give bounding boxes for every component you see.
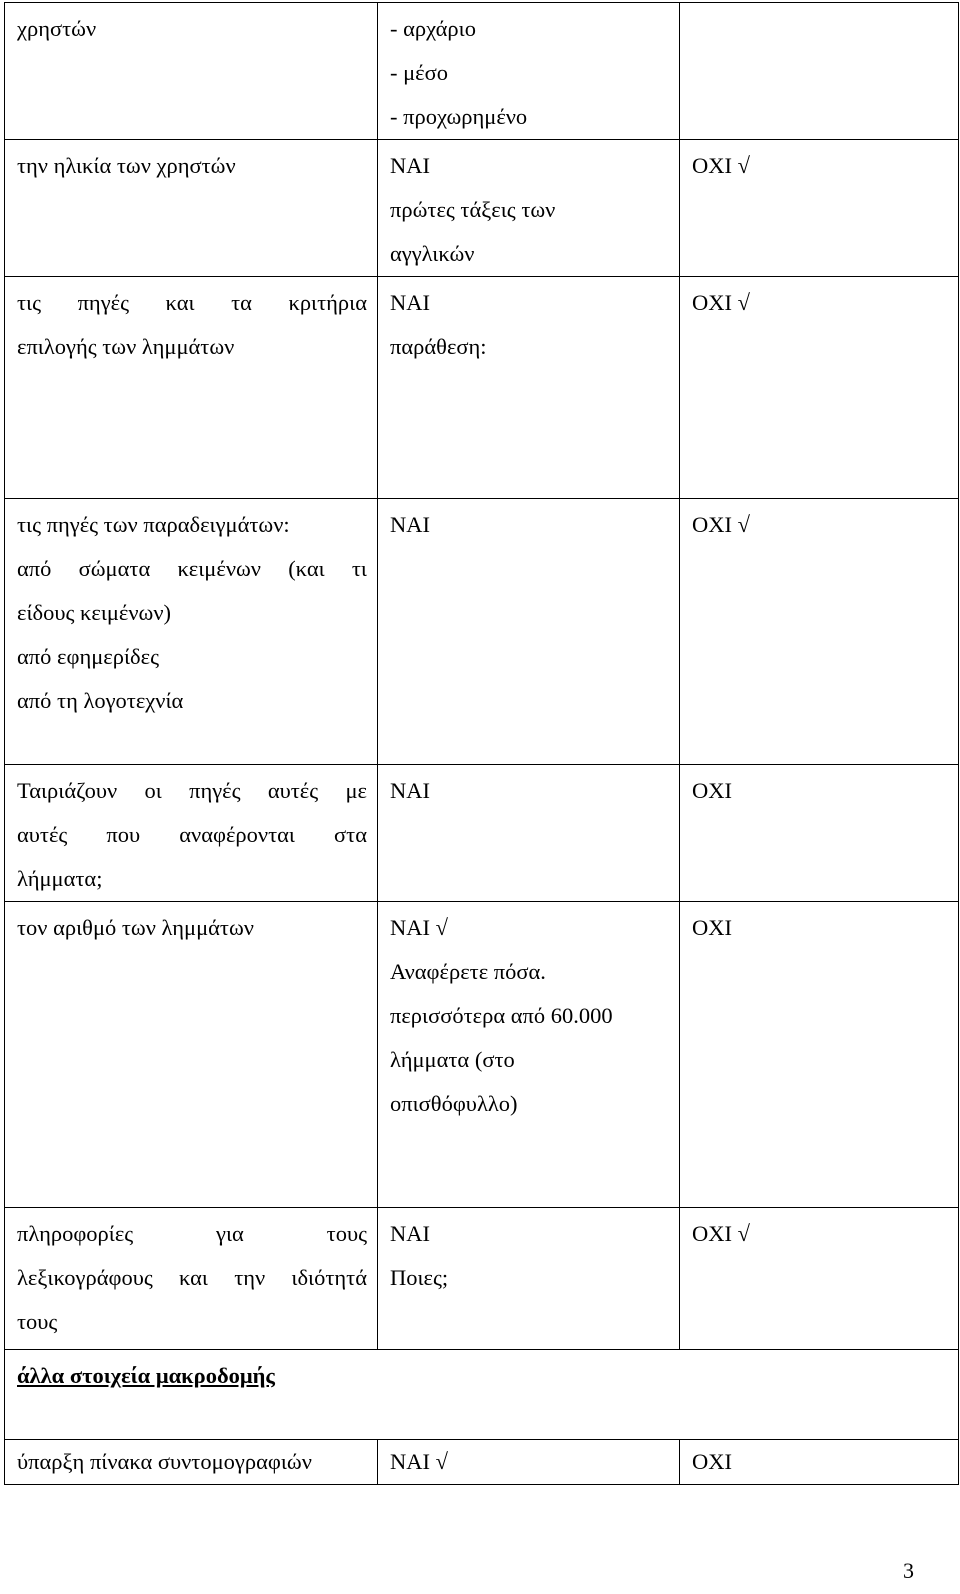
criterion-cell: τις πηγές και τα κριτήρια επιλογής των λημμάτων bbox=[5, 277, 378, 499]
section-heading: άλλα στοιχεία μακροδομής bbox=[17, 1363, 275, 1388]
table-row bbox=[5, 1440, 959, 1485]
section-heading-row bbox=[5, 1350, 959, 1440]
criterion-cell: πληροφορίες για τους λεξικογράφους και την ιδιότητά τους bbox=[5, 1208, 378, 1350]
criterion-cell: την ηλικία των χρηστών bbox=[5, 140, 378, 277]
criterion-cell: τον αριθμό των λημμάτων bbox=[5, 902, 378, 1208]
yes-cell: ΝΑΙ √ Αναφέρετε πόσα. περισσότερα από 60.000 λήμματα (στο οπισθόφυλλο) bbox=[378, 902, 680, 1208]
no-cell: ΟΧΙ √ bbox=[680, 140, 959, 277]
criterion-cell: Ταιριάζουν οι πηγές αυτές με αυτές που αναφέρονται στα λήμματα; bbox=[5, 765, 378, 902]
no-cell: ΟΧΙ √ bbox=[680, 499, 959, 765]
evaluation-table bbox=[4, 2, 959, 1485]
yes-cell: ΝΑΙ πρώτες τάξεις των αγγλικών bbox=[378, 140, 680, 277]
yes-cell: ΝΑΙ bbox=[378, 499, 680, 765]
criterion-cell: ύπαρξη πίνακα συντομογραφιών bbox=[5, 1440, 378, 1485]
yes-cell: ΝΑΙ Ποιες; bbox=[378, 1208, 680, 1350]
no-cell: ΟΧΙ bbox=[680, 765, 959, 902]
no-cell bbox=[680, 3, 959, 140]
table-row bbox=[5, 499, 959, 765]
no-cell: ΟΧΙ bbox=[680, 1440, 959, 1485]
yes-cell: - αρχάριο - μέσο - προχωρημένο bbox=[378, 3, 680, 140]
table-row bbox=[5, 1208, 959, 1350]
table-row bbox=[5, 140, 959, 277]
yes-cell: ΝΑΙ παράθεση: bbox=[378, 277, 680, 499]
no-cell: ΟΧΙ √ bbox=[680, 1208, 959, 1350]
table-row bbox=[5, 3, 959, 140]
yes-cell: ΝΑΙ √ bbox=[378, 1440, 680, 1485]
criterion-cell: τις πηγές των παραδειγμάτων: από σώματα κειμένων (και τι είδους κειμένων) από εφημερίδες από τη λογοτεχνία bbox=[5, 499, 378, 765]
page-number: 3 bbox=[903, 1558, 914, 1583]
document-page bbox=[4, 2, 959, 1485]
no-cell: ΟΧΙ √ bbox=[680, 277, 959, 499]
section-heading-cell bbox=[5, 1350, 959, 1440]
yes-cell: ΝΑΙ bbox=[378, 765, 680, 902]
table-row bbox=[5, 277, 959, 499]
no-cell: ΟΧΙ bbox=[680, 902, 959, 1208]
table-row bbox=[5, 765, 959, 902]
table-row bbox=[5, 902, 959, 1208]
criterion-cell: χρηστών bbox=[5, 3, 378, 140]
